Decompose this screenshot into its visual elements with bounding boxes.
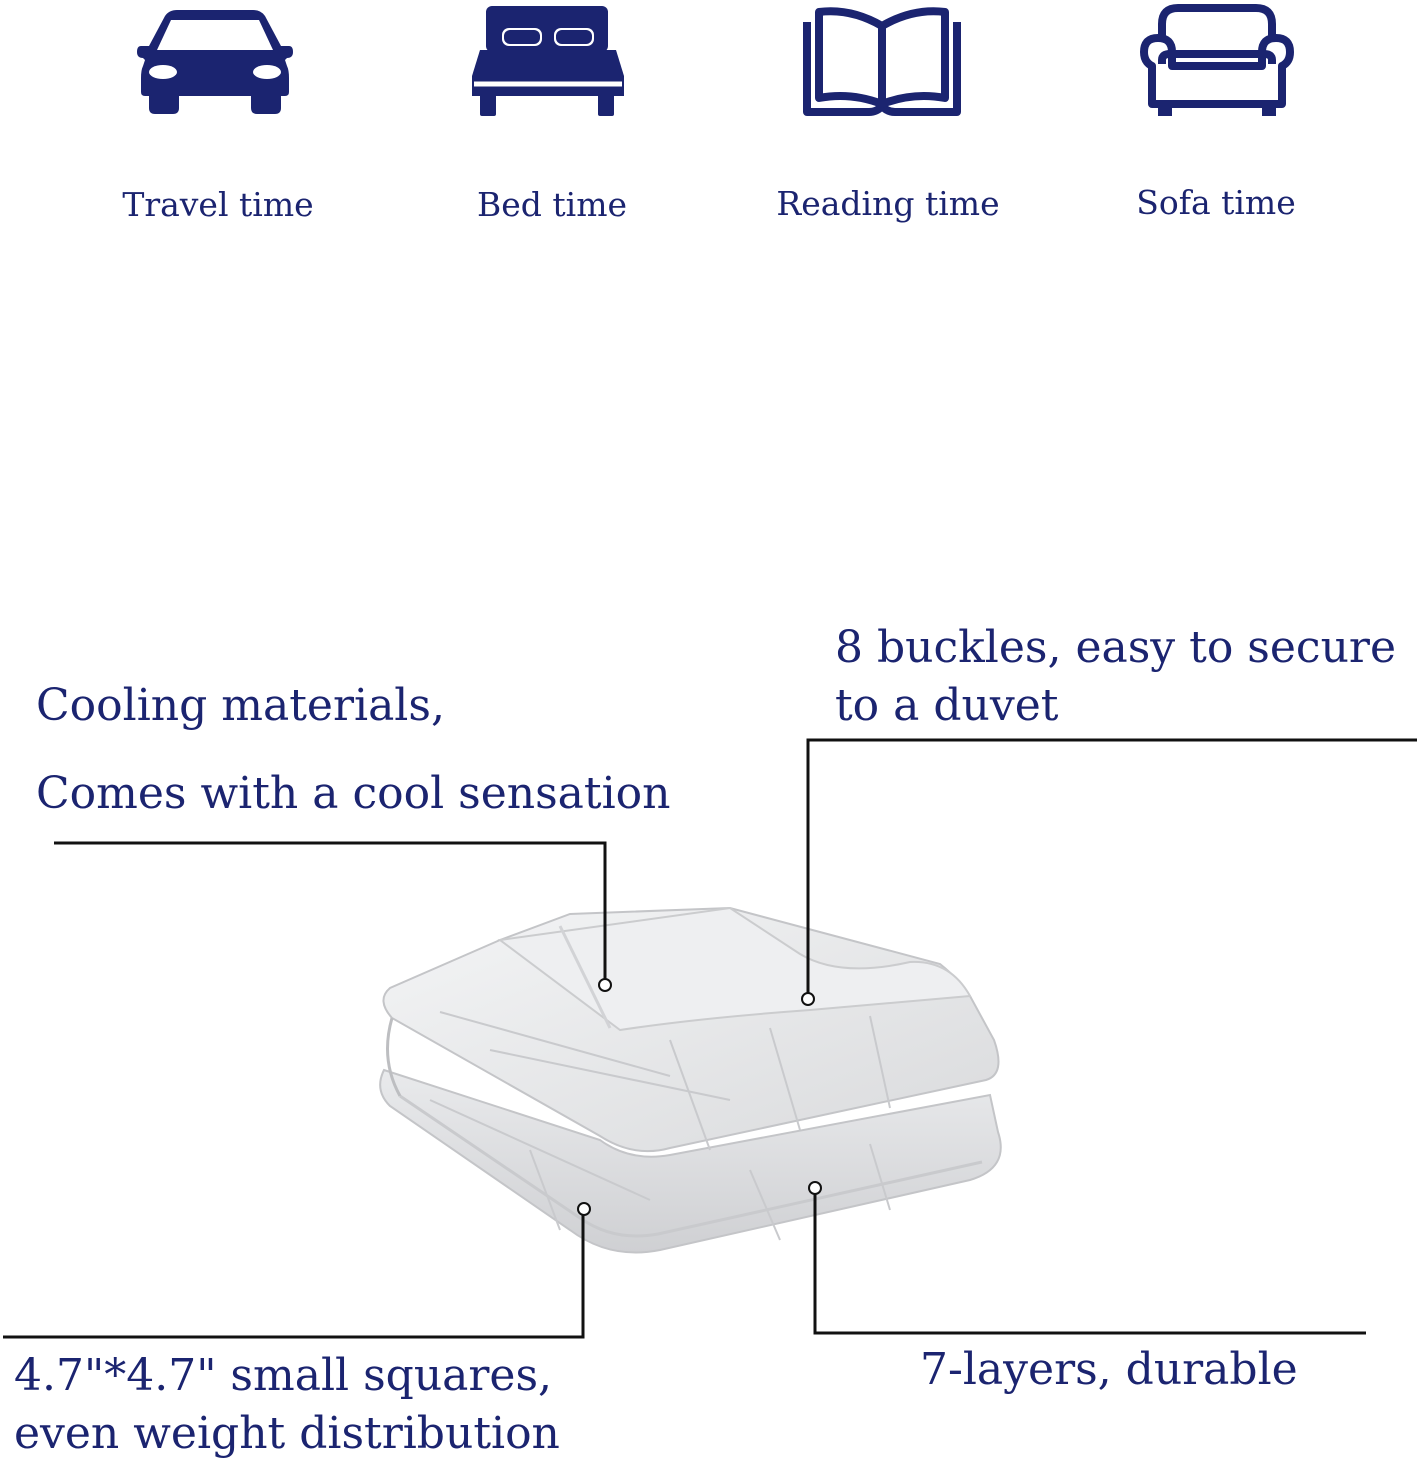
callout-cooling-line1: Cooling materials, xyxy=(36,680,445,731)
callout-squares-line1: 4.7"*4.7" small squares, xyxy=(14,1350,553,1401)
usage-label-reading: Reading time xyxy=(776,184,1000,223)
callout-squares-line2: even weight distribution xyxy=(14,1408,560,1459)
callout-buckles-line1: 8 buckles, easy to secure xyxy=(835,622,1396,673)
callout-layers: 7-layers, durable xyxy=(920,1344,1298,1395)
callout-buckles-line2: to a duvet xyxy=(835,680,1059,731)
usage-label-bed: Bed time xyxy=(476,185,628,224)
usage-label-travel: Travel time xyxy=(122,185,314,224)
usage-label-sofa: Sofa time xyxy=(1136,183,1296,222)
callout-cooling-line2: Comes with a cool sensation xyxy=(36,768,671,819)
